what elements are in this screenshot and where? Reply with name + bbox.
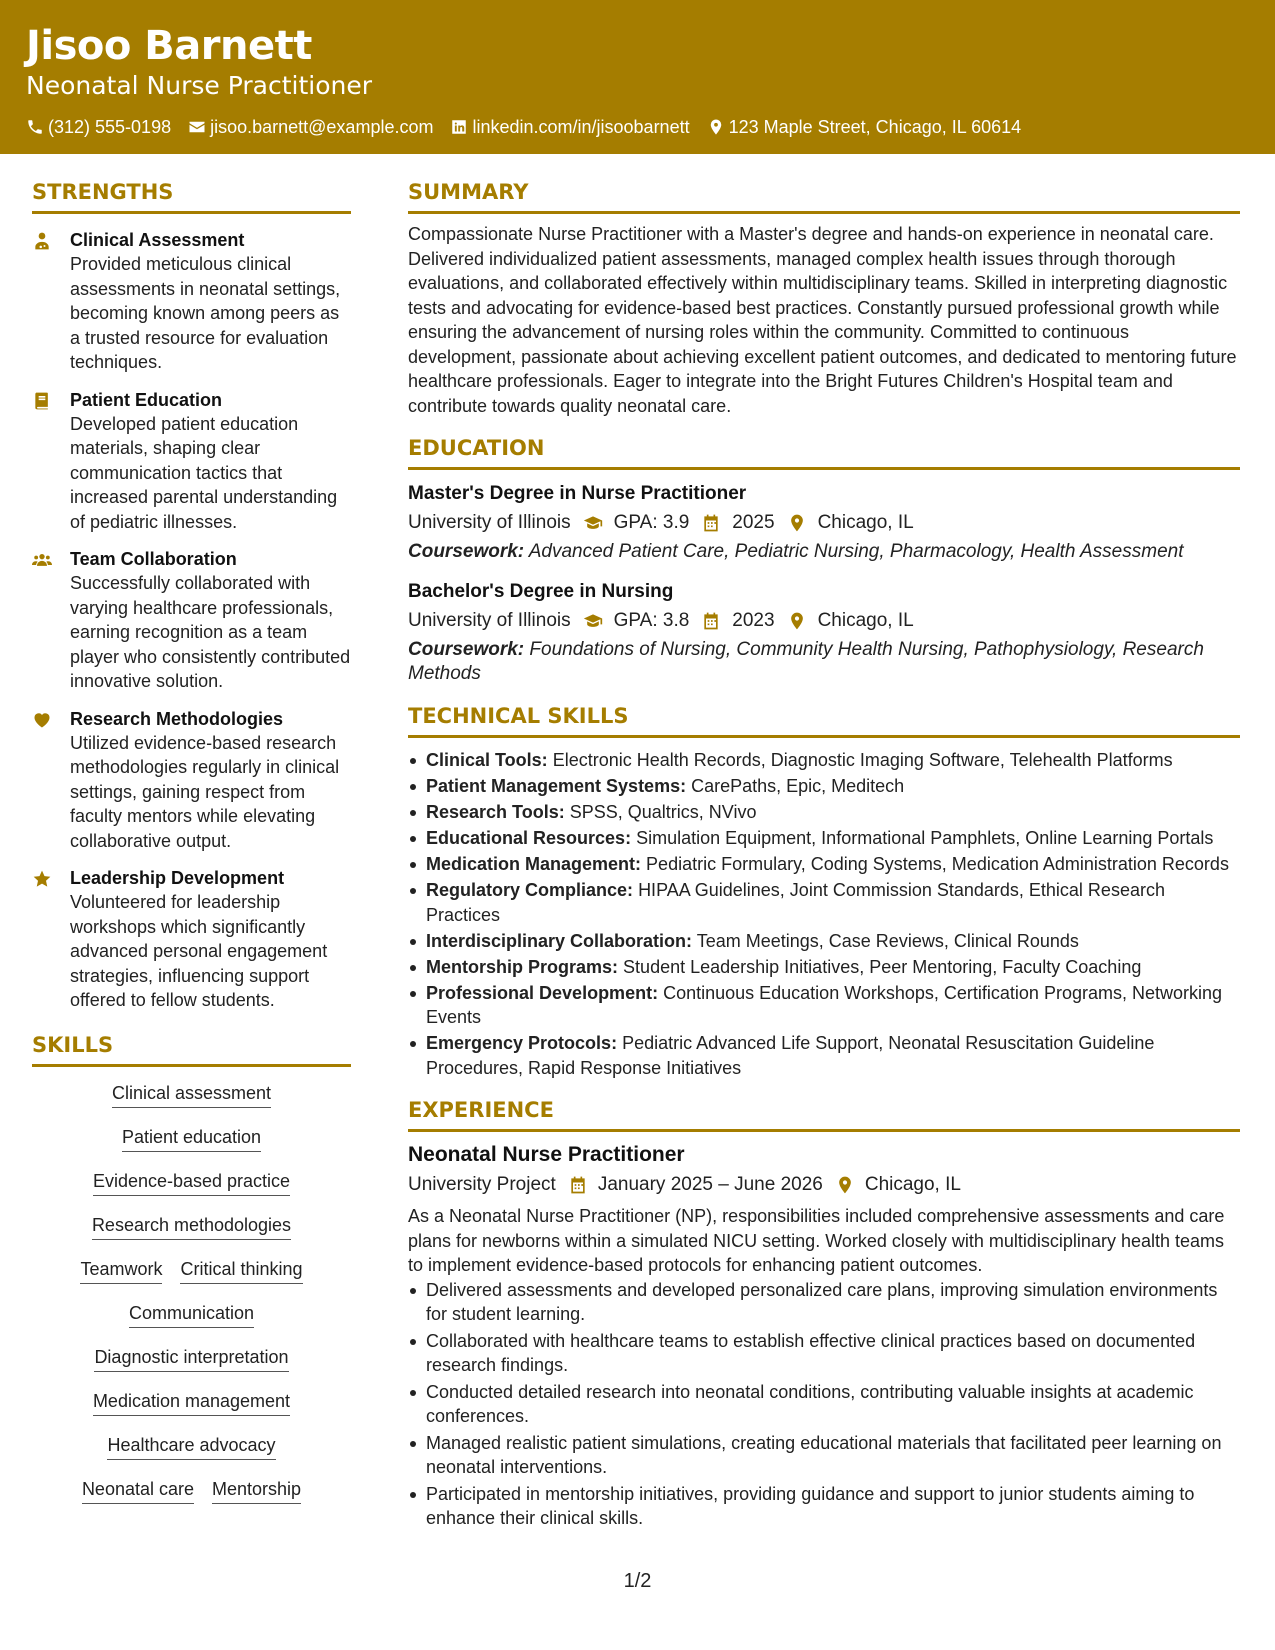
job-location: Chicago, IL bbox=[864, 1174, 961, 1195]
strength-title: Leadership Development bbox=[70, 868, 285, 888]
candidate-name: Jisoo Barnett bbox=[26, 23, 312, 69]
experience-heading: EXPERIENCE bbox=[408, 1096, 1240, 1132]
job-title: Neonatal Nurse Practitioner bbox=[408, 1143, 685, 1166]
tech-skill-value: SPSS, Qualtrics, NVivo bbox=[569, 802, 757, 822]
tech-skill-label: Clinical Tools: bbox=[426, 750, 548, 770]
tech-skill-value: Pediatric Formulary, Coding Systems, Medication Administration Records bbox=[646, 854, 1229, 874]
contact-linkedin[interactable] bbox=[450, 116, 689, 138]
map-pin-icon bbox=[787, 611, 807, 631]
list-item bbox=[408, 1031, 1240, 1080]
education-item bbox=[408, 480, 1240, 564]
phone-icon bbox=[26, 118, 44, 136]
gpa: GPA: 3.9 bbox=[613, 512, 690, 533]
skill-tag: Critical thinking bbox=[180, 1258, 302, 1284]
tech-skill-label: Mentorship Programs: bbox=[426, 956, 619, 977]
job-dates: January 2025 – June 2026 bbox=[597, 1174, 823, 1195]
contact-address bbox=[707, 116, 1022, 138]
tech-skill-value: Simulation Equipment, Informational Pamphlets, Online Learning Portals bbox=[636, 828, 1214, 848]
list-item bbox=[408, 826, 1240, 851]
list-item: Collaborated with healthcare teams to establish effective clinical practices based on documented research findings. bbox=[408, 1329, 1240, 1378]
book-icon bbox=[32, 391, 52, 411]
tech-skill-label: Patient Management Systems: bbox=[426, 776, 687, 796]
strength-desc: Developed patient education materials, shaping clear communication tactics that increased parental understanding of pediatric illnesses. bbox=[70, 413, 338, 532]
strength-title: Clinical Assessment bbox=[70, 230, 245, 250]
map-pin-icon bbox=[787, 513, 807, 533]
skill-tag: Medication management bbox=[93, 1390, 290, 1416]
strength-item bbox=[32, 228, 351, 375]
tech-skill-label: Research Tools: bbox=[426, 802, 565, 822]
tech-skill-label: Emergency Protocols: bbox=[426, 1033, 618, 1053]
contact-phone[interactable] bbox=[26, 116, 171, 138]
job-bullets bbox=[408, 1278, 1240, 1531]
job-description: As a Neonatal Nurse Practitioner (NP), responsibilities included comprehensive assessments and care plans for newborns within a simulated NICU setting. Worked closely with multidisciplinary health teams to implement evidence-based protocols for enhancing patient outcomes. bbox=[408, 1206, 1225, 1275]
strength-desc: Utilized evidence-based research methodologies regularly in clinical settings, gaining respect from faculty mentors while elevating collaborative output. bbox=[70, 732, 340, 851]
tech-skill-value: Electronic Health Records, Diagnostic Imaging Software, Telehealth Platforms bbox=[552, 750, 1173, 770]
right-column bbox=[408, 178, 1240, 1533]
users-icon bbox=[32, 550, 52, 570]
graduation-cap-icon bbox=[583, 611, 603, 631]
skills-heading: SKILLS bbox=[32, 1031, 351, 1067]
school-location: Chicago, IL bbox=[817, 512, 914, 533]
skill-tag: Communication bbox=[129, 1302, 254, 1328]
summary-text: Compassionate Nurse Practitioner with a Master's degree and hands-on experience in neonatal care. Delivered individualized patient assessments, managed complex health issues through thorough evaluations, and collaborated effectively within multidisciplinary teams. Skilled in interpreting diagnostic tests and advocating for evidence-based best practices. Constantly pursued professional growth while ensuring the advancement of nursing roles within the community. Committed to continuous development, passionate about achieving excellent patient outcomes, and dedicated to mentoring future healthcare professionals. Eager to integrate into the Bright Futures Children's Hospital team and contribute towards quality neonatal care. bbox=[408, 224, 1237, 416]
strength-item bbox=[32, 388, 351, 535]
heart-icon bbox=[32, 710, 52, 730]
contact-phone-text: (312) 555-0198 bbox=[48, 117, 172, 137]
skill-tag: Healthcare advocacy bbox=[107, 1434, 275, 1460]
map-pin-icon bbox=[835, 1175, 855, 1195]
skills-list bbox=[32, 1082, 351, 1504]
tech-skill-label: Medication Management: bbox=[426, 854, 642, 874]
list-item bbox=[408, 748, 1240, 773]
coursework-label: Coursework: bbox=[408, 541, 525, 562]
resume-header bbox=[0, 0, 1275, 154]
tech-skill-value: Pediatric Advanced Life Support, Neonatal Resuscitation Guideline Procedures, Rapid Response Initiatives bbox=[426, 1033, 1155, 1078]
school-location: Chicago, IL bbox=[817, 610, 914, 631]
strength-item bbox=[32, 547, 351, 694]
list-item bbox=[408, 981, 1240, 1030]
strength-title: Research Methodologies bbox=[70, 708, 284, 729]
doctor-icon bbox=[32, 231, 52, 251]
page-number: 1/2 bbox=[623, 1570, 652, 1592]
strength-title: Team Collaboration bbox=[70, 549, 237, 569]
calendar-icon bbox=[701, 513, 721, 533]
contact-address-text: 123 Maple Street, Chicago, IL 60614 bbox=[728, 117, 1022, 137]
envelope-icon bbox=[188, 118, 206, 136]
strengths-heading: STRENGTHS bbox=[32, 178, 351, 214]
skill-tag: Clinical assessment bbox=[112, 1082, 271, 1108]
contact-email[interactable] bbox=[188, 116, 433, 138]
skill-tag: Neonatal care bbox=[82, 1478, 194, 1504]
skill-tag: Evidence-based practice bbox=[93, 1170, 290, 1196]
coursework bbox=[408, 638, 1240, 686]
strength-item bbox=[32, 866, 351, 1013]
tech-skill-value: HIPAA Guidelines, Joint Commission Standards, Ethical Research Practices bbox=[426, 880, 1165, 925]
tech-skill-value: Team Meetings, Case Reviews, Clinical Rounds bbox=[696, 930, 1079, 951]
list-item bbox=[408, 774, 1240, 799]
tech-skill-label: Interdisciplinary Collaboration: bbox=[426, 930, 693, 951]
coursework-label: Coursework: bbox=[408, 639, 525, 660]
list-item bbox=[408, 852, 1240, 877]
coursework bbox=[408, 540, 1240, 564]
strength-desc: Volunteered for leadership workshops which significantly advanced personal engagement strategies, influencing support offered to fellow students. bbox=[70, 892, 328, 1010]
list-item bbox=[408, 800, 1240, 825]
list-item: Conducted detailed research into neonatal conditions, contributing valuable insights at academic conferences. bbox=[408, 1380, 1240, 1429]
skill-tag: Mentorship bbox=[212, 1478, 301, 1504]
graduation-year: 2023 bbox=[732, 610, 775, 631]
strength-title: Patient Education bbox=[70, 389, 223, 410]
strengths-list bbox=[32, 228, 351, 1013]
employer-name: University Project bbox=[408, 1174, 556, 1195]
coursework-list: Advanced Patient Care, Pediatric Nursing, Pharmacology, Health Assessment bbox=[528, 541, 1184, 562]
tech-skill-value: Student Leadership Initiatives, Peer Mentoring, Faculty Coaching bbox=[623, 956, 1142, 977]
skill-tag: Teamwork bbox=[80, 1258, 162, 1284]
degree-title: Master's Degree in Nurse Practitioner bbox=[408, 483, 747, 504]
graduation-cap-icon bbox=[583, 513, 603, 533]
calendar-icon bbox=[568, 1175, 588, 1195]
map-pin-icon bbox=[707, 118, 725, 136]
linkedin-icon bbox=[450, 118, 468, 136]
calendar-icon bbox=[701, 611, 721, 631]
list-item bbox=[408, 929, 1240, 954]
tech-skill-label: Professional Development: bbox=[426, 982, 659, 1003]
tech-skill-label: Regulatory Compliance: bbox=[426, 880, 634, 900]
candidate-title: Neonatal Nurse Practitioner bbox=[26, 71, 373, 100]
coursework-list: Foundations of Nursing, Community Health Nursing, Pathophysiology, Research Methods bbox=[408, 639, 1204, 684]
list-item bbox=[408, 878, 1240, 927]
contact-bar bbox=[26, 116, 1249, 138]
technical-skills-heading: TECHNICAL SKILLS bbox=[408, 702, 1240, 738]
left-column bbox=[32, 178, 351, 1504]
strength-item bbox=[32, 707, 351, 854]
skill-tag: Research methodologies bbox=[92, 1214, 291, 1240]
degree-title: Bachelor's Degree in Nursing bbox=[408, 581, 674, 602]
technical-skills-list bbox=[408, 748, 1240, 1080]
summary-heading: SUMMARY bbox=[408, 178, 1240, 214]
school-name: University of Illinois bbox=[408, 512, 571, 533]
tech-skill-value: Continuous Education Workshops, Certification Programs, Networking Events bbox=[426, 982, 1223, 1027]
gpa: GPA: 3.8 bbox=[613, 610, 690, 631]
skill-tag: Diagnostic interpretation bbox=[94, 1346, 288, 1372]
list-item: Delivered assessments and developed personalized care plans, improving simulation environments for student learning. bbox=[408, 1278, 1240, 1327]
graduation-year: 2025 bbox=[732, 512, 775, 533]
tech-skill-value: CarePaths, Epic, Meditech bbox=[691, 776, 905, 796]
education-heading: EDUCATION bbox=[408, 434, 1240, 470]
list-item bbox=[408, 955, 1240, 980]
strength-desc: Provided meticulous clinical assessments in neonatal settings, becoming known among peers as a trusted resource for evaluation techniques. bbox=[70, 254, 341, 372]
contact-linkedin-text: linkedin.com/in/jisoobarnett bbox=[472, 117, 690, 137]
star-icon bbox=[32, 869, 52, 889]
education-item bbox=[408, 578, 1240, 686]
strength-desc: Successfully collaborated with varying healthcare professionals, earning recognition as a team player who consistently contributed innovative solution. bbox=[70, 573, 351, 691]
list-item: Managed realistic patient simulations, creating educational materials that facilitated peer learning on neonatal interventions. bbox=[408, 1431, 1240, 1480]
tech-skill-label: Educational Resources: bbox=[426, 828, 632, 848]
list-item: Participated in mentorship initiatives, providing guidance and support to junior students aiming to enhance their clinical skills. bbox=[408, 1482, 1240, 1531]
skill-tag: Patient education bbox=[122, 1126, 261, 1152]
contact-email-text: jisoo.barnett@example.com bbox=[210, 117, 434, 137]
school-name: University of Illinois bbox=[408, 610, 571, 631]
